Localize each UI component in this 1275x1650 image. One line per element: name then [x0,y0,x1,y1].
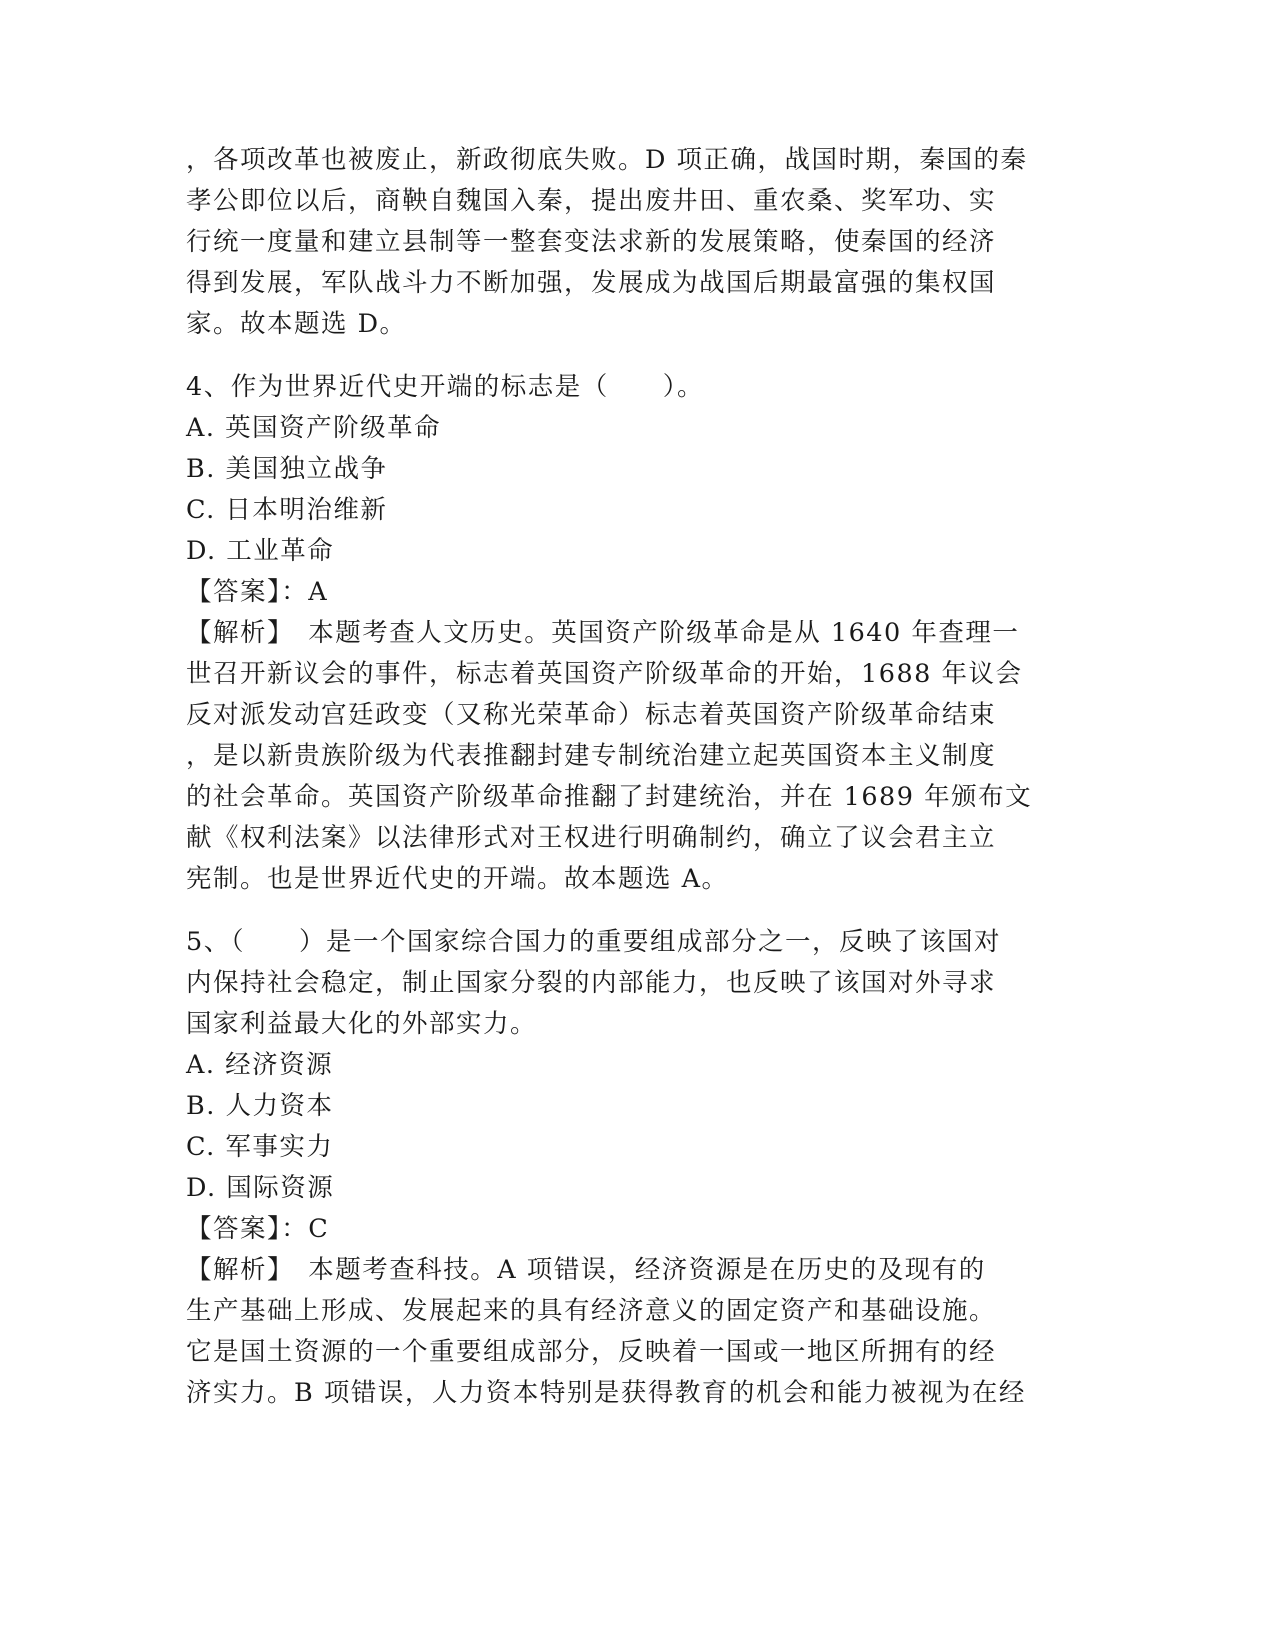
answer-line: 【答案】：A [186,577,329,607]
option-a: A. 经济资源 [186,1050,334,1080]
option-a: A. 英国资产阶级革命 [186,413,442,443]
analysis-line: 生产基础上形成、发展起来的具有经济意义的固定资产和基础设施。 [186,1296,997,1326]
option-d: D. 工业革命 [186,536,335,566]
question-stem: 内保持社会稳定，制止国家分裂的内部能力，也反映了该国对外寻求 [186,968,997,998]
analysis-line: 【解析】 本题考查科技。A 项错误，经济资源是在历史的及现有的 [186,1255,986,1285]
answer-line: 【答案】：C [186,1214,330,1244]
option-d: D. 国际资源 [186,1173,335,1203]
analysis-line: 世召开新议会的事件，标志着英国资产阶级革命的开始，1688 年议会 [186,659,1023,689]
text-line: 得到发展，军队战斗力不断加强，发展成为战国后期最富强的集权国 [186,268,997,298]
option-c: C. 军事实力 [186,1132,334,1162]
text-line: 家。故本题选 D。 [186,309,407,339]
question-stem: 4、作为世界近代史开端的标志是（ ）。 [186,372,704,402]
analysis-line: 宪制。也是世界近代史的开端。故本题选 A。 [186,864,729,894]
analysis-line: 济实力。B 项错误，人力资本特别是获得教育的机会和能力被视为在经 [186,1378,1026,1408]
analysis-line: 的社会革命。英国资产阶级革命推翻了封建统治，并在 1689 年颁布文 [186,782,1033,812]
text-line: 行统一度量和建立县制等一整套变法求新的发展策略，使秦国的经济 [186,227,997,257]
analysis-line: ，是以新贵族阶级为代表推翻封建专制统治建立起英国资本主义制度 [186,741,997,771]
option-b: B. 美国独立战争 [186,454,388,484]
question-stem: 国家利益最大化的外部实力。 [186,1009,538,1039]
analysis-line: 献《权利法案》以法律形式对王权进行明确制约，确立了议会君主立 [186,823,997,853]
option-c: C. 日本明治维新 [186,495,388,525]
analysis-line: 反对派发动宫廷政变（又称光荣革命）标志着英国资产阶级革命结束 [186,700,997,730]
text-line: ，各项改革也被废止，新政彻底失败。D 项正确，战国时期，秦国的秦 [186,145,1028,175]
option-b: B. 人力资本 [186,1091,334,1121]
analysis-line: 它是国土资源的一个重要组成部分，反映着一国或一地区所拥有的经 [186,1337,997,1367]
text-line: 孝公即位以后，商鞅自魏国入秦，提出废井田、重农桑、奖军功、实 [186,186,997,216]
question-stem: 5、（ ）是一个国家综合国力的重要组成部分之一，反映了该国对 [186,927,1001,957]
analysis-line: 【解析】 本题考查人文历史。英国资产阶级革命是从 1640 年查理一 [186,618,1020,648]
